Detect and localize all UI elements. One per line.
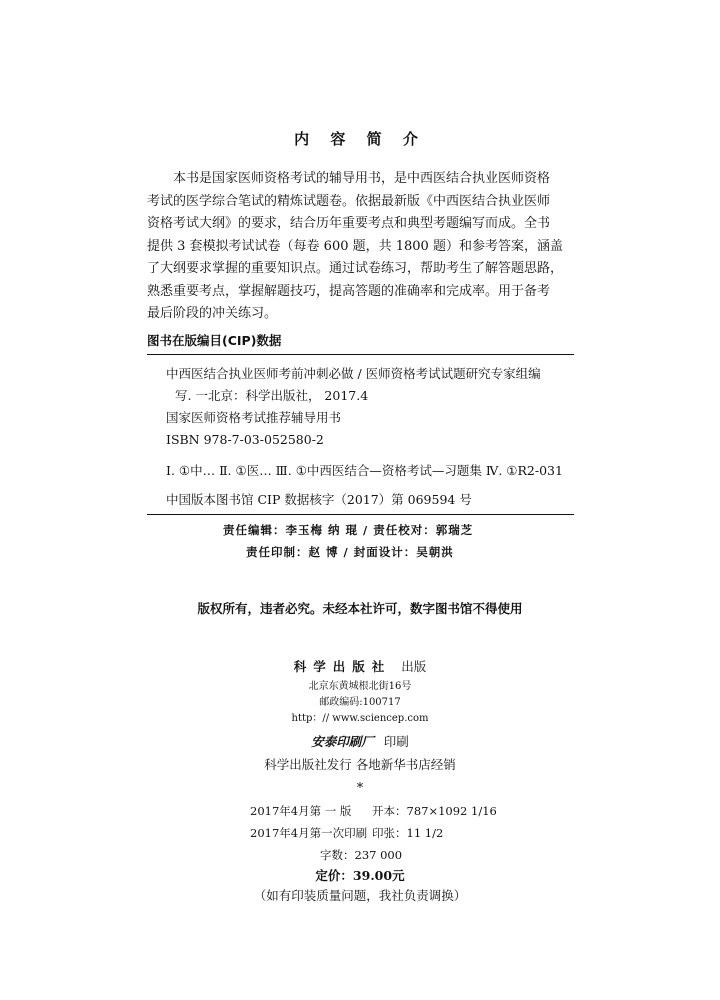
printer-name: 安泰印刷厂 (311, 734, 374, 749)
printer-suffix: 印刷 (383, 734, 409, 749)
print-sheets: 印张：11 1/2 (372, 826, 444, 840)
publisher-suffix: 出版 (401, 659, 427, 674)
staff-production: 责任印制：赵 博 / 封面设计：吴朝洪 (246, 545, 454, 559)
cip-code: 中国版本图书馆 CIP 数据核字（2017）第 069594 号 (166, 492, 472, 507)
intro-text (147, 168, 577, 326)
intro-line: 最后阶段的冲关练习。 (147, 306, 278, 321)
publisher-address: 北京东黄城根北街16号 (308, 681, 412, 692)
divider-rule (147, 354, 574, 355)
publisher-line (0, 657, 720, 675)
page-title: 内 容 简 介 (294, 130, 426, 148)
cip-line: 中西医结合执业医师考前冲刺必做 / 医师资格考试试题研究专家组编 (166, 366, 541, 381)
word-count: 字数：237 000 (320, 848, 403, 862)
cip-classification: Ⅰ. ①中… Ⅱ. ①医… Ⅲ. ①中西医结合—资格考试—习题集 Ⅳ. ①R2-031 (166, 463, 563, 478)
cip-line: 写. 一北京：科学出版社， 2017.4 (175, 388, 369, 403)
publisher-name: 科学出版社 (293, 659, 392, 674)
format-size: 开本：787×1092 1/16 (372, 804, 497, 818)
cip-line: 国家医师资格考试推荐辅导用书 (166, 410, 342, 425)
separator-star: * (356, 781, 364, 796)
publisher-postcode: 邮政编码:100717 (319, 697, 401, 708)
printer-line (0, 732, 720, 750)
divider-rule (147, 514, 574, 515)
intro-line: 了大纲要求掌握的重要知识点。通过试卷练习，帮助考生了解答题思路， (147, 261, 564, 276)
intro-line: 熟悉重要考点，掌握解题技巧，提高答题的准确率和完成率。用于备考 (147, 283, 551, 299)
distribution-line: 科学出版社发行 各地新华书店经销 (264, 757, 456, 772)
cip-isbn: ISBN 978-7-03-052580-2 (166, 432, 324, 447)
copyright-notice: 版权所有，违者必究。未经本社许可，数字图书馆不得使用 (197, 601, 523, 616)
intro-line: 本书是国家医师资格考试的辅导用书，是中西医结合执业医师资格 (173, 171, 551, 186)
cip-record (166, 363, 576, 451)
quality-note: （如有印装质量问题，我社负责调换） (253, 888, 467, 903)
cip-heading: 图书在版编目(CIP)数据 (147, 333, 282, 348)
staff-editors: 责任编辑：李玉梅 纳 琨 / 责任校对：郭瑞芝 (223, 523, 474, 537)
intro-line: 提供 3 套模拟考试试卷（每卷 600 题，共 1800 题）和参考答案，涵盖 (147, 238, 563, 254)
intro-line: 资格考试大纲》的要求，结合历年重要考点和典型考题编写而成。全书 (147, 216, 551, 231)
intro-line: 考试的医学综合笔试的精炼试题卷。依据最新版《中西医结合执业医师 (147, 193, 551, 209)
publisher-website: http：// www.sciencep.com (291, 713, 429, 724)
printing-date: 2017年4月第一次印刷 (250, 826, 368, 840)
edition-date: 2017年4月第 一 版 (250, 804, 352, 818)
price: 定价：39.00元 (315, 868, 405, 883)
